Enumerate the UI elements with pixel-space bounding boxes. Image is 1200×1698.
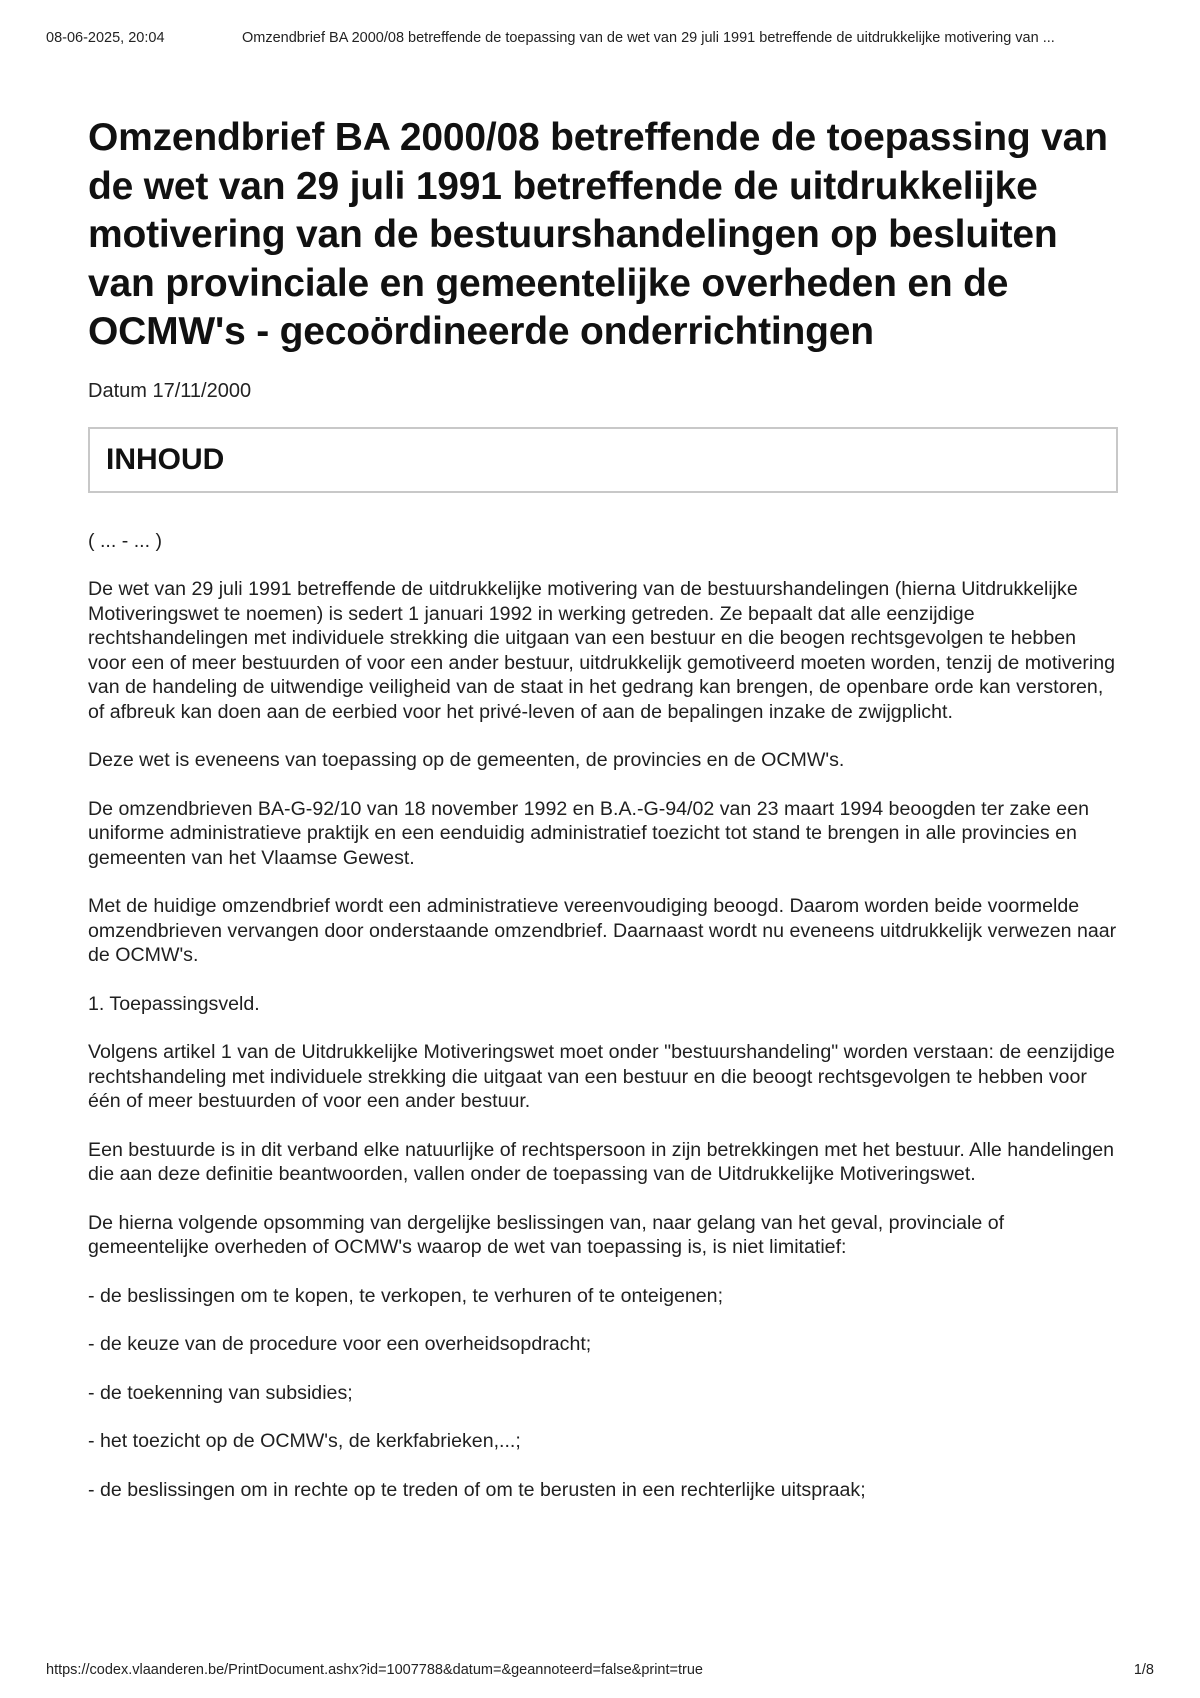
paragraph-omission: ( ... - ... ): [88, 529, 163, 552]
list-item: - de keuze van de procedure voor een overheidsopdracht;: [88, 1333, 592, 1355]
print-datetime: 08-06-2025, 20:04: [46, 30, 165, 46]
document-body: [88, 529, 1118, 1503]
list-item: - de beslissingen om in rechte op te treden of om te berusten in een rechterlijke uitspraak;: [88, 1478, 866, 1501]
section-heading: 1. Toepassingsveld.: [88, 992, 260, 1015]
paragraph: Met de huidige omzendbrief wordt een administratieve vereenvoudiging beoogd. Daarom worden beide voormelde omzendbrieven vervangen door onderstaande omzendbrief. Daarnaast wordt nu eveneens uitdrukkelijk verwezen naar de OCMW's.: [88, 895, 1117, 966]
print-footer: [46, 1662, 1154, 1682]
paragraph: Volgens artikel 1 van de Uitdrukkelijke Motiveringswet moet onder "bestuurshandeling" worden verstaan: de eenzijdige rechtshandeling met individuele strekking die uitgaat van een bestuur en die beoogt rechtsgevolgen te hebben voor één of meer bestuurden of voor een ander bestuur.: [88, 1041, 1115, 1112]
toc-heading: INHOUD: [106, 442, 225, 476]
list-item: - de toekenning van subsidies;: [88, 1381, 353, 1404]
document-title: Omzendbrief BA 2000/08 betreffende de toepassing van de wet van 29 juli 1991 betreffende de uitdrukkelijke motivering van de bestuurshandelingen op besluiten van provinciale en gemeentelijke overheden en de OCMW's - gecoördineerde onderrichtingen: [88, 116, 1108, 353]
document-content: [88, 114, 1118, 1526]
page-number: 1/8: [1133, 1662, 1154, 1678]
paragraph: De hierna volgende opsomming van dergelijke beslissingen van, naar gelang van het geval, provinciale of gemeentelijke overheden of OCMW's waarop de wet van toepassing is, is niet limitatief:: [88, 1211, 1005, 1258]
document-date: Datum 17/11/2000: [88, 379, 252, 402]
print-page-title: Omzendbrief BA 2000/08 betreffende de toepassing van de wet van 29 juli 1991 betreffende de uitdrukkelijke motivering van ...: [242, 30, 1055, 46]
toc-box[interactable]: [88, 427, 1118, 493]
list-item: - het toezicht op de OCMW's, de kerkfabrieken,...;: [88, 1430, 521, 1452]
paragraph: De omzendbrieven BA-G-92/10 van 18 november 1992 en B.A.-G-94/02 van 23 maart 1994 beoogden ter zake een uniforme administratieve praktijk en een eenduidig administratief toezicht tot stand te brengen in alle provincies en gemeenten van het Vlaamse Gewest.: [88, 797, 1090, 869]
paragraph: De wet van 29 juli 1991 betreffende de uitdrukkelijke motivering van de bestuurshandelingen (hierna Uitdrukkelijke Motiveringswet te noemen) is sedert 1 januari 1992 in werking getreden. Ze bepaalt dat alle eenzijdige rechtshandelingen met individuele strekking die uitgaan van een bestuur en die beogen rechtsgevolgen te hebben voor een of meer bestuurden of voor een ander bestuur, uitdrukkelijk gemotiveerd moeten worden, tenzij de motivering van de handeling de uitwendige veiligheid van de staat in het gedrang kan brengen, de openbare orde kan verstoren, of afbreuk kan doen aan de eerbied voor het privé-leven of aan de bepalingen inzake de zwijgplicht.: [88, 578, 1116, 723]
print-url: https://codex.vlaanderen.be/PrintDocument.ashx?id=1007788&datum=&geannoteerd=false&print=true: [46, 1662, 703, 1678]
paragraph: Deze wet is eveneens van toepassing op de gemeenten, de provincies en de OCMW's.: [88, 749, 845, 771]
list-item: - de beslissingen om te kopen, te verkopen, te verhuren of te onteigenen;: [88, 1284, 724, 1307]
paragraph: Een bestuurde is in dit verband elke natuurlijke of rechtspersoon in zijn betrekkingen met het bestuur. Alle handelingen die aan deze definitie beantwoorden, vallen onder de toepassing van de Uitdrukkelijke Motiveringswet.: [88, 1138, 1115, 1185]
print-header: [46, 30, 1154, 50]
